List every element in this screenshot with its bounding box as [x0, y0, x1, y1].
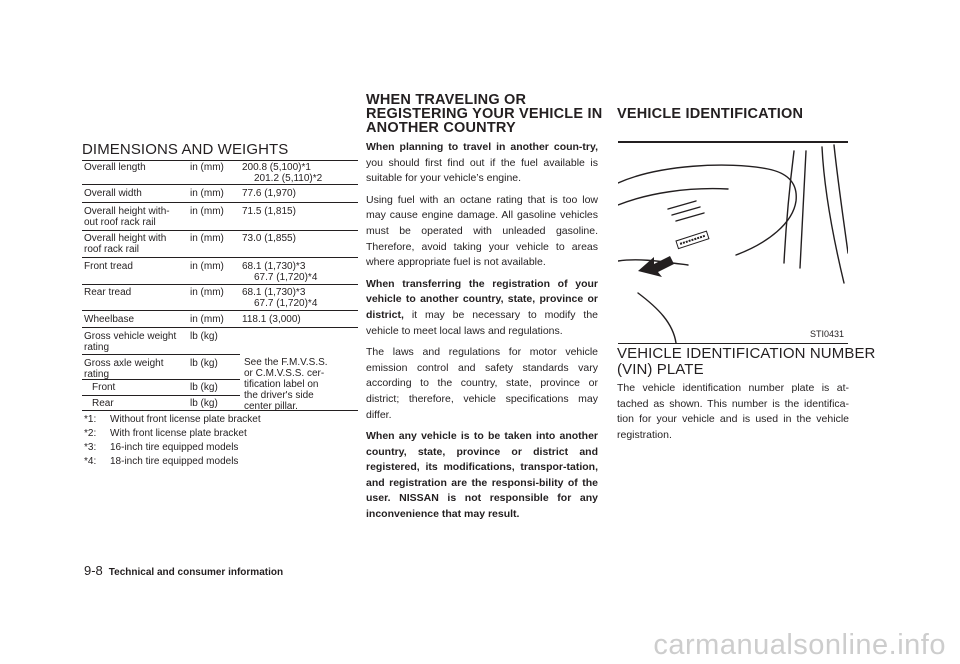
watermark: carmanualsonline.info	[653, 629, 946, 661]
traveling-body	[366, 140, 598, 529]
weight-label-note: See the F.M.V.S.S. or C.M.V.S.S. cer- tification label on the driver's side center pillar.	[244, 357, 328, 412]
vin-plate-body: The vehicle identification number plate is at-tached as shown. This number is the identifica-tion for your vehicle and is used in the vehicle registration.	[617, 382, 849, 441]
footnote: *4: 18-inch tire equipped models	[84, 456, 239, 467]
footnote: *3: 16-inch tire equipped models	[84, 442, 239, 453]
page-number: 9-8	[84, 563, 103, 578]
footer-section: Technical and consumer information	[108, 567, 284, 578]
figure-code: STI0431	[809, 329, 844, 339]
vin-plate-title: VEHICLE IDENTIFICATION NUMBER (VIN) PLATE	[617, 345, 876, 378]
traveling-title: WHEN TRAVELING OR REGISTERING YOUR VEHICLE IN ANOTHER COUNTRY	[366, 92, 603, 136]
dimensions-table: Overall length in (mm) 200.8 (5,100)*1 201.2 (5,110)*2 Overall width in (mm) 77.6 (1,970) Overall height with- out roof rack rail in (mm) 71.5 (1,815) Overall height with roof rack rail in (mm) 73.0 (1,855) Front tread in (mm) 68.1 (1,730)*3 67.7 (1,720)*4 Rear tread in (mm) 68.1 (1,730)*3 67.7 (1,720)*4 Wheelbase in (mm) 118.1 (3,000) Gross vehicle weight rating lb (kg) Gross axle weight rating lb (kg) Front lb (kg) Rear lb (kg) See the F.M.V.S.S. or C.M.V.S.S. cer- tification label on the driver's side center pillar.	[82, 160, 358, 410]
footnote: *2: With front license plate bracket	[84, 428, 247, 439]
paragraph: The laws and regulations for motor vehicle emission control and safety standards vary according to the country, state, province or district; therefore, vehicle specifications may differ.	[366, 346, 598, 421]
paragraph: When any vehicle is to be taken into another country, state, province or district and registered, its modifications, transpor-tation, and registration are the responsi-bility of the user. NISSAN is not responsible for any inconvenience that may result.	[366, 430, 598, 521]
dimensions-title: DIMENSIONS AND WEIGHTS	[82, 141, 289, 158]
page-footer	[84, 563, 283, 578]
vin-plate-figure	[618, 141, 848, 344]
vin-plate-illustration	[618, 143, 848, 343]
footnote: *1: Without front license plate bracket	[84, 414, 261, 425]
arrow-icon	[638, 256, 674, 277]
paragraph: When planning to travel in another coun-try, you should first find out if the fuel available is suitable for your vehicle’s engine.	[366, 141, 598, 185]
paragraph: Using fuel with an octane rating that is too low may cause engine damage. All gasoline vehicles must be operated with unleaded gasoline. Therefore, avoid taking your vehicle to areas where appropriate fuel is not available.	[366, 193, 598, 269]
vehicle-id-title: VEHICLE IDENTIFICATION	[617, 106, 804, 122]
paragraph: When transferring the registration of your vehicle to another country, state, province or district, it may be necessary to modify the vehicle to meet local laws and regulations.	[366, 277, 598, 337]
footnotes	[84, 414, 364, 470]
